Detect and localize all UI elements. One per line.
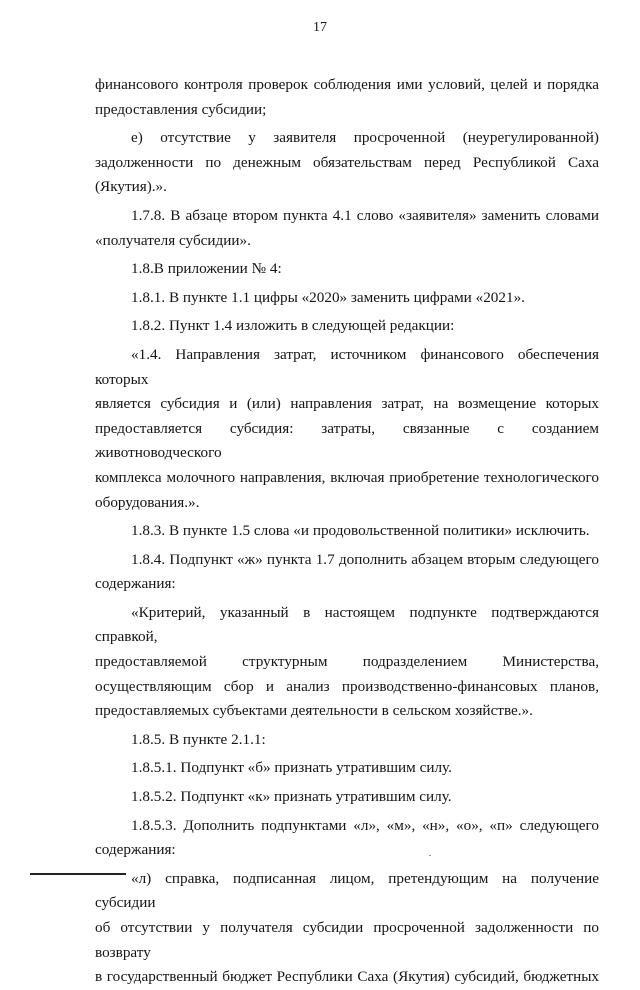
text-line: 1.7.8. В абзаце втором пункта 4.1 слово «заявителя» заменить словами xyxy=(131,206,599,224)
text-line: предоставляемых субъектами деятельности в сельском хозяйстве.». xyxy=(95,702,533,720)
text-line: 1.8.В приложении № 4: xyxy=(131,260,282,278)
text-line: 1.8.1. В пункте 1.1 цифры «2020» заменить цифрами «2021». xyxy=(131,288,525,306)
text-line: предоставления субсидии; xyxy=(95,100,267,118)
text-line: содержания: xyxy=(95,841,176,859)
document-body xyxy=(95,73,599,990)
text-line: предоставляется субсидия: затраты, связанные с созданием животноводческого xyxy=(95,419,599,462)
text-line: «1.4. Направления затрат, источником финансового обеспечения которых xyxy=(95,345,599,388)
text-line: 1.8.3. В пункте 1.5 слова «и продовольственной политики» исключить. xyxy=(131,522,590,540)
page-number: 17 xyxy=(313,20,327,35)
text-line: в государственный бюджет Республики Саха (Якутия) субсидий, бюджетных xyxy=(95,968,599,986)
footer-rule xyxy=(30,873,126,875)
text-line: комплекса молочного направления, включая приобретение технологического xyxy=(95,468,599,486)
text-line: «получателя субсидии». xyxy=(95,231,251,249)
text-line: является субсидия и (или) направления затрат, на возмещение которых xyxy=(95,395,599,413)
text-line: е) отсутствие у заявителя просроченной (неурегулированной) xyxy=(131,129,599,147)
text-line: 1.8.5.3. Дополнить подпунктами «л», «м», «н», «о», «п» следующего xyxy=(131,816,599,834)
text-line: об отсутствии у получателя субсидии просроченной задолженности по возврату xyxy=(95,919,599,961)
text-line: 1.8.5.1. Подпункт «б» признать утратившим силу. xyxy=(131,759,452,777)
text-line: «л) справка, подписанная лицом, претендующим на получение субсидии xyxy=(95,869,599,912)
text-line: финансового контроля проверок соблюдения ими условий, целей и порядка xyxy=(95,76,599,93)
text-line: 1.8.5.2. Подпункт «к» признать утратившим силу. xyxy=(131,788,452,806)
text-line: 1.8.4. Подпункт «ж» пункта 1.7 дополнить абзацем вторым следующего xyxy=(131,550,599,568)
text-line: предоставляемой структурным подразделением Министерства, xyxy=(95,653,599,671)
text-line: 1.8.5. В пункте 2.1.1: xyxy=(131,730,266,748)
text-line: (Якутия).». xyxy=(95,178,167,196)
text-line: «Критерий, указанный в настоящем подпункте подтверждаются справкой, xyxy=(95,603,599,646)
text-line: оборудования.». xyxy=(95,493,200,511)
text-line: содержания: xyxy=(95,575,176,593)
text-line: 1.8.2. Пункт 1.4 изложить в следующей редакции: xyxy=(131,317,455,335)
text-line: осуществляющим сбор и анализ производственно-финансовых планов, xyxy=(95,677,599,695)
scan-speck xyxy=(429,855,431,856)
text-line: задолженности по денежным обязательствам перед Республикой Саха xyxy=(95,153,599,171)
